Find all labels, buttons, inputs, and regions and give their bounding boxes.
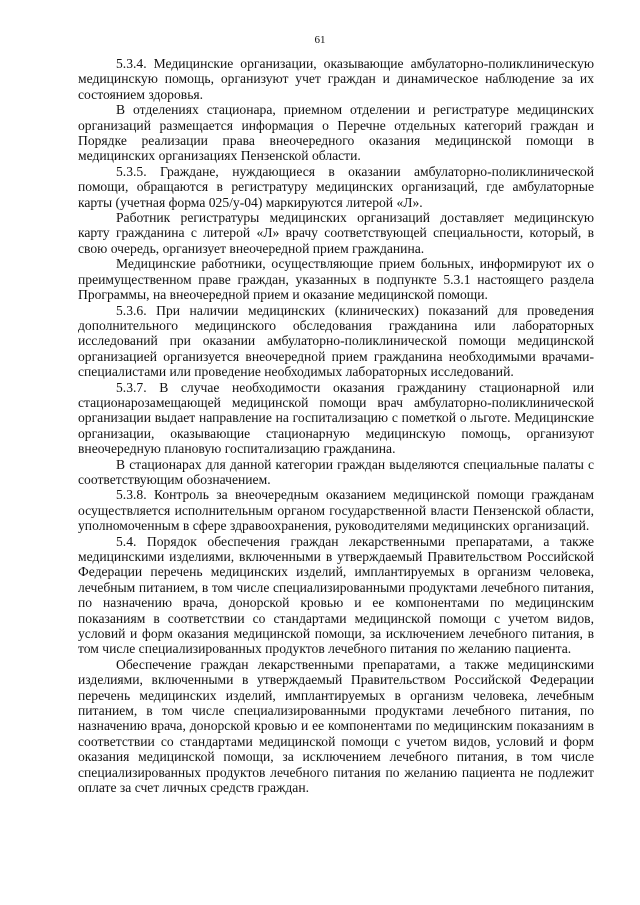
paragraph-5-3-8: 5.3.8. Контроль за внеочередным оказанием медицинской помощи гражданам осуществляется исполнительным органом государственной власти Пензенской области, уполномоченным в сфере здравоохранения, руководителями медицинских организаций. — [78, 487, 594, 534]
paragraph-5-4: 5.4. Порядок обеспечения граждан лекарственными препаратами, а также медицинскими изделиями, включенными в утверждаемый Правительством Российской Федерации перечень медицинских изделий, имплантируемых в организм человека, лечебным питанием, в том числе специализированными продуктами лечебного питания, по назначению врача, донорской кровью и ее компонентами по медицинским показаниям в соответствии со стандартами медицинской помощи с учетом видов, условий и форм оказания медицинской помощи, за исключением лечебного питания, в том числе специализированных продуктов лечебного питания по желанию пациента. — [78, 533, 594, 657]
paragraph-provision-free: Обеспечение граждан лекарственными препаратами, а также медицинскими изделиями, включенными в утверждаемый Правительством Российской Федерации перечень медицинских изделий, имплантируемых в организм человека, лечебным питанием, в том числе специализированными продуктами лечебного питания, по назначению врача, донорской кровью и ее компонентами по медицинским показаниям в соответствии со стандартами медицинской помощи с учетом видов, условий и форм оказания медицинской помощи, за исключением лечебного питания, в том числе специализированных продуктов лечебного питания по желанию пациента не подлежит оплате за счет личных средств граждан. — [78, 656, 594, 796]
paragraph-medical-workers: Медицинские работники, осуществляющие прием больных, информируют их о преимущественном праве граждан, указанных в подпункте 5.3.1 настоящего раздела Программы, на внеочередной прием и оказание медицинской помощи. — [78, 256, 594, 303]
paragraph-info-placement: В отделениях стационара, приемном отделении и регистратуре медицинских организаций размещается информация о Перечне отдельных категорий граждан и Порядке реализации права внеочередного оказания медицинской помощи в медицинских организациях Пензенской области. — [78, 102, 594, 164]
page-number: 61 — [314, 34, 326, 46]
paragraph-hospital-wards: В стационарах для данной категории граждан выделяются специальные палаты с соответствующим обозначением. — [78, 456, 594, 487]
paragraph-5-3-7: 5.3.7. В случае необходимости оказания гражданину стационарной или стационарозамещающей медицинской помощи врач амбулаторно-поликлинической организации выдает направление на госпитализацию с пометкой о льготе. Медицинские организации, оказывающие стационарную медицинскую помощь, организуют внеочередную плановую госпитализацию гражданина. — [78, 379, 594, 457]
paragraph-5-3-6: 5.3.6. При наличии медицинских (клинических) показаний для проведения дополнительного медицинского обследования гражданина или лабораторных исследований при оказании амбулаторно-поликлинической помощи медицинской организацией организуется внеочередной прием гражданина необходимыми врачами-специалистами или проведение необходимых лабораторных исследований. — [78, 302, 594, 380]
document-body — [78, 56, 594, 796]
paragraph-5-3-4: 5.3.4. Медицинские организации, оказывающие амбулаторно-поликлиническую медицинскую помощь, организуют учет граждан и динамическое наблюдение за их состоянием здоровья. — [78, 56, 594, 102]
paragraph-5-3-5: 5.3.5. Граждане, нуждающиеся в оказании амбулаторно-поликлинической помощи, обращаются в регистратуру медицинских организаций, где амбулаторные карты (учетная форма 025/у-04) маркируются литерой «Л». — [78, 163, 594, 210]
paragraph-registry-worker: Работник регистратуры медицинских организаций доставляет медицинскую карту гражданина с литерой «Л» врачу соответствующей специальности, который, в свою очередь, организует внеочередной прием гражданина. — [78, 210, 594, 256]
